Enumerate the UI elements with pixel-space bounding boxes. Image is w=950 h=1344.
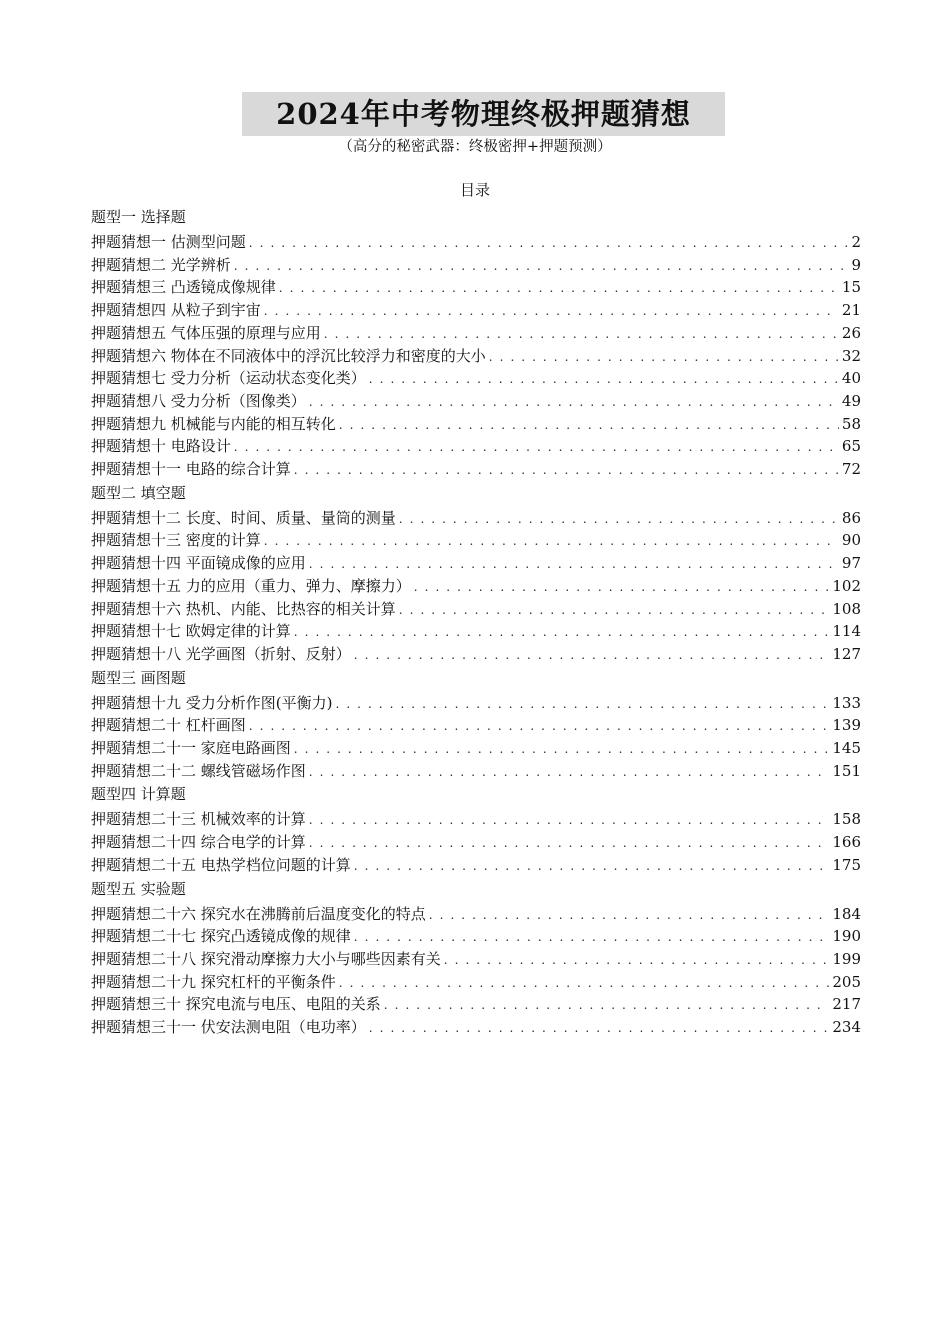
toc-entry[interactable] xyxy=(91,232,861,255)
dot-leader xyxy=(309,554,839,576)
toc-entry-page-number: 158 xyxy=(832,810,861,829)
toc-entry-page-number: 102 xyxy=(832,576,861,595)
dot-leader xyxy=(339,415,839,437)
dot-leader xyxy=(234,437,839,459)
dot-leader xyxy=(279,278,839,300)
dot-leader xyxy=(414,577,830,599)
toc-entry-page-number: 234 xyxy=(832,1018,861,1037)
toc-entry-page-number: 199 xyxy=(832,949,861,968)
toc-entry-page-number: 217 xyxy=(832,995,861,1014)
toc-entry-label: 押题猜想十八 光学画图（折射、反射） xyxy=(91,644,351,663)
dot-leader xyxy=(354,927,830,949)
dot-leader xyxy=(294,739,830,761)
toc-entry[interactable] xyxy=(91,599,861,622)
toc-entry[interactable] xyxy=(91,508,861,531)
dot-leader xyxy=(294,460,839,482)
toc-entry[interactable] xyxy=(91,414,861,437)
toc-entry[interactable] xyxy=(91,346,861,369)
dot-leader xyxy=(444,950,830,972)
toc-entry[interactable] xyxy=(91,972,861,995)
toc-entry[interactable] xyxy=(91,949,861,972)
toc-entry[interactable] xyxy=(91,368,861,391)
toc-entry-page-number: 90 xyxy=(841,531,861,550)
dot-leader xyxy=(335,694,829,716)
dot-leader xyxy=(294,622,830,644)
toc-entry-page-number: 127 xyxy=(832,644,861,663)
dot-leader xyxy=(354,645,830,667)
toc-section-heading: 题型一 选择题 xyxy=(91,208,186,226)
toc-entry-page-number: 21 xyxy=(841,301,861,320)
dot-leader xyxy=(309,392,839,414)
toc-entry-label: 押题猜想七 受力分析（运动状态变化类） xyxy=(91,369,366,388)
toc-entry[interactable] xyxy=(91,715,861,738)
toc-entry[interactable] xyxy=(91,323,861,346)
toc-entry[interactable] xyxy=(91,255,861,278)
toc-entry-page-number: 2 xyxy=(851,233,861,251)
toc-entry-label: 押题猜想九 机械能与内能的相互转化 xyxy=(91,414,336,433)
document-subtitle: （高分的秘密武器：终极密押+押题预测） xyxy=(338,139,612,155)
dot-leader xyxy=(324,324,839,346)
toc-entry-label: 押题猜想四 从粒子到宇宙 xyxy=(91,301,261,320)
dot-leader xyxy=(354,856,830,878)
toc-entry-label: 押题猜想二十三 机械效率的计算 xyxy=(91,810,306,829)
dot-leader xyxy=(339,973,830,995)
table-of-contents xyxy=(91,206,861,1040)
toc-entry-page-number: 58 xyxy=(841,414,861,433)
toc-entry-label: 押题猜想二 光学辨析 xyxy=(91,255,231,274)
toc-entry[interactable] xyxy=(91,994,861,1017)
toc-entry-label: 押题猜想二十 杠杆画图 xyxy=(91,716,246,735)
toc-entry-label: 押题猜想十 电路设计 xyxy=(91,437,231,456)
toc-entry[interactable] xyxy=(91,391,861,414)
toc-entry-page-number: 175 xyxy=(832,855,861,874)
toc-entry-label: 押题猜想八 受力分析（图像类） xyxy=(91,391,306,410)
toc-entry[interactable] xyxy=(91,738,861,761)
toc-entry[interactable] xyxy=(91,300,861,323)
toc-entry[interactable] xyxy=(91,855,861,878)
dot-leader xyxy=(369,1018,830,1040)
dot-leader xyxy=(249,716,830,738)
toc-entry-label: 押题猜想一 估测型问题 xyxy=(91,233,246,251)
toc-entry-label: 押题猜想十九 受力分析作图(平衡力) xyxy=(91,693,333,712)
toc-entry[interactable] xyxy=(91,926,861,949)
toc-entry-label: 押题猜想二十六 探究水在沸腾前后温度变化的特点 xyxy=(91,904,426,923)
toc-entry-label: 押题猜想十七 欧姆定律的计算 xyxy=(91,622,291,641)
dot-leader xyxy=(384,995,830,1017)
toc-section-heading: 题型四 计算题 xyxy=(91,785,186,804)
toc-entry[interactable] xyxy=(91,1017,861,1040)
toc-entry-label: 押题猜想十四 平面镜成像的应用 xyxy=(91,554,306,573)
toc-entry-page-number: 205 xyxy=(832,972,861,991)
toc-entry-label: 押题猜想二十一 家庭电路画图 xyxy=(91,739,291,758)
toc-entry-label: 押题猜想三 凸透镜成像规律 xyxy=(91,278,276,297)
toc-entry-page-number: 151 xyxy=(832,761,861,780)
toc-entry-label: 押题猜想十三 密度的计算 xyxy=(91,531,261,550)
toc-entry-page-number: 139 xyxy=(832,716,861,735)
toc-entry[interactable] xyxy=(91,904,861,927)
toc-entry-label: 押题猜想三十一 伏安法测电阻（电功率） xyxy=(91,1018,366,1037)
toc-entry-page-number: 108 xyxy=(832,599,861,618)
dot-leader xyxy=(309,762,830,784)
dot-leader xyxy=(249,233,849,255)
dot-leader xyxy=(429,905,830,927)
toc-entry-label: 押题猜想十六 热机、内能、比热容的相关计算 xyxy=(91,599,396,618)
toc-entry-label: 押题猜想二十八 探究滑动摩擦力大小与哪些因素有关 xyxy=(91,949,441,968)
toc-entry-label: 押题猜想二十九 探究杠杆的平衡条件 xyxy=(91,972,336,991)
toc-entry-page-number: 40 xyxy=(841,369,861,388)
dot-leader xyxy=(399,509,839,531)
toc-entry[interactable] xyxy=(91,621,861,644)
toc-entry[interactable] xyxy=(91,576,861,599)
toc-entry-label: 押题猜想二十五 电热学档位问题的计算 xyxy=(91,855,351,874)
dot-leader xyxy=(369,369,839,391)
toc-entry-label: 押题猜想五 气体压强的原理与应用 xyxy=(91,323,321,342)
toc-entry-page-number: 86 xyxy=(841,508,861,527)
toc-entry-page-number: 26 xyxy=(841,323,861,342)
toc-entry-page-number: 166 xyxy=(832,833,861,852)
toc-entry-page-number: 32 xyxy=(841,346,861,365)
dot-leader xyxy=(489,347,839,369)
toc-entry[interactable] xyxy=(91,832,861,855)
toc-entry[interactable] xyxy=(91,693,861,716)
toc-entry-label: 押题猜想十二 长度、时间、质量、量筒的测量 xyxy=(91,508,396,527)
dot-leader xyxy=(264,301,839,323)
toc-entry-label: 押题猜想六 物体在不同液体中的浮沉比较浮力和密度的大小 xyxy=(91,346,486,365)
dot-leader xyxy=(309,810,830,832)
toc-entry-page-number: 49 xyxy=(841,391,861,410)
toc-entry-label: 押题猜想二十四 综合电学的计算 xyxy=(91,833,306,852)
toc-entry[interactable] xyxy=(91,436,861,459)
toc-section-heading: 题型三 画图题 xyxy=(91,668,186,687)
toc-entry[interactable] xyxy=(91,277,861,300)
toc-entry-page-number: 145 xyxy=(832,739,861,758)
toc-entry[interactable] xyxy=(91,530,861,553)
toc-entry-label: 押题猜想十一 电路的综合计算 xyxy=(91,460,291,479)
dot-leader xyxy=(309,833,830,855)
toc-entry-label: 押题猜想二十二 螺线管磁场作图 xyxy=(91,761,306,780)
toc-entry-page-number: 72 xyxy=(841,460,861,479)
dot-leader xyxy=(264,531,839,553)
toc-entry[interactable] xyxy=(91,809,861,832)
dot-leader xyxy=(234,256,849,278)
document-title: 2024年中考物理终极押题猜想 xyxy=(276,97,691,131)
toc-entry-page-number: 97 xyxy=(841,554,861,573)
toc-entry-page-number: 9 xyxy=(851,255,861,274)
toc-entry[interactable] xyxy=(91,459,861,482)
toc-section-heading: 题型二 填空题 xyxy=(91,483,186,502)
dot-leader xyxy=(399,600,830,622)
toc-entry[interactable] xyxy=(91,553,861,576)
toc-entry-page-number: 190 xyxy=(832,927,861,946)
toc-entry-label: 押题猜想十五 力的应用（重力、弹力、摩擦力） xyxy=(91,576,411,595)
toc-entry[interactable] xyxy=(91,644,861,667)
toc-entry[interactable] xyxy=(91,761,861,784)
toc-entry-page-number: 65 xyxy=(841,437,861,456)
toc-entry-label: 押题猜想三十 探究电流与电压、电阻的关系 xyxy=(91,995,381,1014)
toc-heading: 目录 xyxy=(459,181,490,199)
toc-entry-page-number: 114 xyxy=(832,622,861,641)
toc-section-heading: 题型五 实验题 xyxy=(91,879,186,898)
toc-entry-label: 押题猜想二十七 探究凸透镜成像的规律 xyxy=(91,927,351,946)
toc-entry-page-number: 15 xyxy=(841,278,861,297)
toc-entry-page-number: 184 xyxy=(832,904,861,923)
toc-entry-page-number: 133 xyxy=(832,693,861,712)
